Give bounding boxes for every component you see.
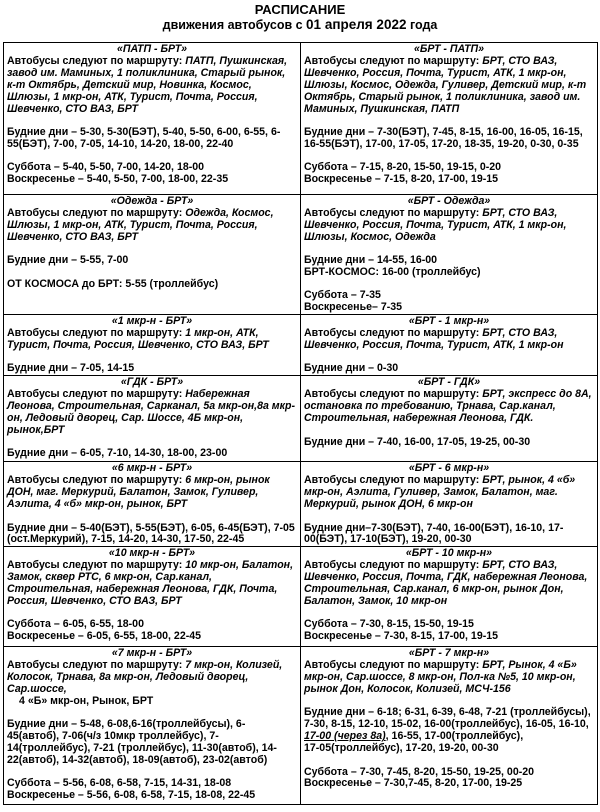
route-description — [304, 560, 594, 608]
route-cell-right — [301, 647, 598, 805]
route-stops: ПАТП, Пушкинская, завод им. Маминых, 1 поликлиника, Старый рынок, к-т Октябрь, Детский мир, Новинка, Космос, Шлюзы, 1 мкр-он, АТК, Турист, Почта, Россия, Шевченко, СТО ВАЗ, БРТ — [7, 54, 288, 115]
route-cell-left — [4, 462, 301, 547]
route-title: «10 мкр-н - БРТ» — [108, 547, 196, 560]
schedule-row — [4, 315, 598, 376]
schedule-row — [4, 195, 598, 315]
spacer — [304, 755, 594, 767]
route-prefix: Автобусы следуют по маршруту: — [7, 474, 186, 487]
schedule-line: Суббота – 7-15, 8-20, 15-50, 19-15, 0-20 — [304, 161, 502, 174]
route-stops: БРТ, СТО ВАЗ, Шевченко, Россия, Почта, ГДК, набережная Леонова, Строительная, Сар.канал, 6 мкр-он, рынок Дон, Балатон, Замок, 10 мкр-он — [304, 559, 588, 607]
route-prefix: Автобусы следуют по маршруту: — [304, 327, 483, 340]
route-stops: БРТ, СТО ВАЗ, Шевченко, Россия, Почта, Турист, АТК, 1 мкр-он, Шлюзы, Космос, Одежда, Гуливер, Детский мир, к-т Октябрь, Старый рынок, 1 поликлиника, завод им. Маминых, Пушкинская, ПАТП — [304, 54, 587, 115]
route-prefix: Автобусы следуют по маршруту: — [304, 474, 483, 487]
route-description — [304, 208, 594, 244]
route-cell-right — [301, 315, 598, 376]
route-stops: БРТ, экспресс до 8А, остановка по требованию, Трнава, Сар.канал, Строительная, набережная Леонова, ГДК. — [304, 388, 592, 425]
route-prefix: Автобусы следуют по маршруту: — [7, 206, 186, 219]
route-title: «БРТ - ПАТП» — [413, 43, 485, 55]
route-stops: БРТ, СТО ВАЗ, Шевченко, Россия, Почта, Турист, АТК, 1 мкр-он — [304, 327, 564, 352]
route-title: «БРТ - ГДК» — [417, 376, 481, 389]
schedule-line: ОТ КОСМОСА до БРТ: 5-55 (троллейбус) — [7, 277, 219, 290]
route-stops-tail: 4 «Б» мкр-он, Рынок, БРТ — [19, 694, 154, 707]
route-cell-right — [301, 195, 598, 315]
route-prefix: Автобусы следуют по маршруту: — [304, 54, 483, 67]
route-title: «ПАТП - БРТ» — [116, 43, 188, 55]
route-prefix: Автобусы следуют по маршруту: — [7, 54, 186, 67]
route-stops: Набережная Леонова, Строительная, Сарканал, 5а мкр-он,8а мкр-он, Ледовый дворец, Сар. Шоссе, 4Б мкр-он, рынок,БРТ — [7, 388, 295, 436]
schedule-line: Суббота – 7-35 — [304, 289, 381, 302]
route-description — [7, 328, 297, 352]
schedule-line: Будние дни – 5-40(БЭТ), 5-55(БЭТ), 6-05, 6-45(БЭТ), 7-05 (ост.Меркурий), 7-15, 14-20, 14-30, 17-50, 22-45 — [7, 521, 295, 546]
schedule-line: БРТ-КОСМОС: 16-00 (троллейбус) — [304, 266, 481, 279]
route-prefix: Автобусы следуют по маршруту: — [304, 559, 483, 572]
schedule-line-tail: , 16-55, 17-00(троллейбус), — [385, 730, 524, 743]
subtitle-prefix: движения автобусов с — [162, 18, 307, 32]
schedule-title: РАСПИСАНИЕ — [254, 2, 346, 17]
schedule-line-combined — [304, 719, 594, 743]
schedule-line: Суббота – 7-30, 8-15, 15-50, 19-15 — [304, 618, 474, 631]
route-cell-left — [4, 547, 301, 647]
route-prefix: Автобусы следуют по маршруту: — [7, 559, 186, 572]
route-stops: 1 мкр-он, АТК, Турист, Почта, Россия, Шевченко, СТО ВАЗ, БРТ — [7, 327, 269, 352]
route-stops: 10 мкр-он, Балатон, Замок, сквер РТС, 6 мкр-он, Сар.канал, Строительная, набережная Леонова, ГДК, Почта, Россия, Шевченко, СТО ВАЗ, БРТ — [7, 559, 294, 607]
schedule-row — [4, 43, 598, 195]
schedule-line: Будние дни – 5-30, 5-30(БЭТ), 5-40, 5-50, 6-00, 6-55, 6-55(БЭТ), 7-00, 7-05, 14-10, 14-20, 18-00, 22-40 — [7, 125, 281, 150]
route-title: «БРТ - 1 мкр-н» — [408, 315, 490, 328]
route-description — [304, 475, 594, 511]
schedule-line: Будние дни – 7-40, 16-00, 17-05, 19-25, 00-30 — [304, 435, 531, 448]
route-description — [7, 475, 297, 511]
route-cell-right — [301, 462, 598, 547]
subtitle-suffix: года — [406, 18, 438, 32]
spacer — [304, 511, 594, 523]
schedule-line: Суббота – 6-05, 6-55, 18-00 — [7, 618, 144, 631]
route-cell-right — [301, 376, 598, 462]
schedule-line: Будние дни – 5-55, 7-00 — [7, 254, 129, 267]
route-cell-left — [4, 43, 301, 195]
route-prefix: Автобусы следуют по маршруту: — [304, 388, 483, 401]
route-stops: 6 мкр-он, рынок ДОН, маг. Меркурий, Балатон, Замок, Гуливер, Аэлита, 4 «б» мкр-он, рынок, БРТ — [7, 474, 270, 511]
schedule-line: Воскресенье – 7-15, 8-20, 17-00, 19-15 — [304, 173, 499, 186]
route-title: «1 мкр-н - БРТ» — [111, 315, 193, 328]
schedule-line: Будние дни – 6-18; 6-31, 6-39, 6-48, 7-21 (троллейбусы), — [304, 706, 591, 719]
schedule-row — [4, 376, 598, 462]
schedule-line: Будние дни – 7-30(БЭТ), 7-45, 8-15, 16-00, 16-05, 16-15, 16-55(БЭТ), 17-00, 17-05, 17-20, 18-35, 19-20, 0-30, 0-35 — [304, 125, 583, 150]
schedule-line: Будние дни – 7-05, 14-15 — [7, 362, 135, 375]
schedule-line: Воскресенье – 5-56, 6-08, 6-58, 7-15, 18-08, 22-45 — [7, 789, 256, 802]
schedule-line: Суббота – 5-56, 6-08, 6-58, 7-15, 14-31, 18-08 — [7, 777, 232, 790]
route-title: «БРТ - 7 мкр-н» — [408, 647, 490, 660]
route-prefix: Автобусы следуют по маршруту: — [304, 206, 483, 219]
route-stops: БРТ, СТО ВАЗ, Шевченко, Россия, Почта, Турист, АТК, 1 мкр-он, Шлюзы, Космос, Одежда — [304, 206, 567, 243]
route-title: «БРТ - 6 мкр-н» — [408, 462, 490, 475]
schedule-row — [4, 647, 598, 805]
route-description — [7, 208, 297, 244]
route-description — [7, 56, 297, 116]
schedule-row — [4, 547, 598, 647]
route-cell-right — [301, 547, 598, 647]
schedule-line: Будние дни – 0-30 — [304, 362, 399, 375]
schedule-line: 7-30, 8-15, 12-10, 15-02, 16-00(троллейбус), 16-05, 16-10, — [304, 718, 589, 731]
route-description — [304, 328, 594, 352]
schedule-line: Суббота – 5-40, 5-50, 7-00, 14-20, 18-00 — [7, 161, 205, 174]
schedule-line: Воскресенье– 7-35 — [304, 301, 403, 314]
route-title: «БРТ - Одежда» — [407, 195, 491, 207]
schedule-line: Воскресенье – 7-30,7-45, 8-20, 17-00, 19-25 — [304, 777, 523, 790]
route-title: «7 мкр-н - БРТ» — [111, 647, 193, 660]
schedule-line: Суббота – 7-30, 7-45, 8-20, 15-50, 19-25, 00-20 — [304, 765, 535, 778]
highlighted-time: 17-00 (через 8а) — [304, 730, 386, 743]
route-prefix: Автобусы следуют по маршруту: — [7, 388, 186, 401]
route-description — [304, 389, 594, 425]
route-prefix: Автобусы следуют по маршруту: — [7, 659, 186, 672]
route-prefix: Автобусы следуют по маршруту: — [7, 327, 186, 340]
route-description — [304, 56, 594, 116]
route-stops: БРТ, Рынок, 4 «Б» мкр-он, Сар.шоссе, 8 мкр-он, Пол-ка №5, 10 мкр-он, рынок Дон, Колосок, Колизей, МСЧ-156 — [304, 659, 577, 696]
route-cell-right — [301, 43, 598, 195]
route-prefix: Автобусы следуют по маршруту: — [304, 659, 483, 672]
route-description — [304, 660, 594, 696]
schedule-header — [0, 0, 600, 33]
spacer — [304, 425, 594, 437]
schedule-line: Воскресенье – 6-05, 6-55, 18-00, 22-45 — [7, 630, 202, 643]
schedule-line: Воскресенье – 5-40, 5-50, 7-00, 18-00, 22-35 — [7, 173, 229, 186]
route-stops: 7 мкр-он, Колизей, Колосок, Трнава, 8а мкр-он, Ледовый дворец, Сар.шоссе, — [7, 659, 283, 696]
subtitle-date: 01 апреля 2022 — [306, 17, 407, 32]
schedule-subtitle — [0, 17, 600, 33]
schedule-line: Будние дни – 5-48, 6-08,6-16(троллейбусы), 6-45(автоб), 7-06(ч/з 10мкр троллейбус), 7-14(троллейбус), 7-21 (троллейбус), 11-30(автоб), 14-22(автоб), 14-32(автоб), 18-09(автоб), 23-02(автоб) — [7, 718, 277, 767]
schedule-line: Будние дни – 6-05, 7-10, 14-30, 18-00, 23-00 — [7, 447, 228, 460]
schedule-line: Будние дни–7-30(БЭТ), 7-40, 16-00(БЭТ), 16-10, 17-00(БЭТ), 17-10(БЭТ), 19-20, 00-30 — [304, 521, 564, 546]
route-cell-left — [4, 376, 301, 462]
route-description — [7, 660, 297, 696]
route-cell-left — [4, 315, 301, 376]
route-title: «БРТ - 10 мкр-н» — [405, 547, 493, 560]
schedule-line: Воскресенье – 7-30, 8-15, 17-00, 19-15 — [304, 630, 499, 643]
route-title: «ГДК - БРТ» — [120, 376, 184, 389]
route-description — [7, 389, 297, 437]
route-stops: БРТ, рынок, 4 «б» мкр-он, Аэлита, Гуливер, Замок, Балатон, маг. Меркурий, рынок ДОН, 6 мкр-он — [304, 474, 576, 511]
schedule-line: 17-05(троллейбус), 17-20, 19-20, 00-30 — [304, 742, 499, 755]
route-title: «Одежда - БРТ» — [110, 195, 194, 207]
route-title: «6 мкр-н - БРТ» — [111, 462, 193, 475]
spacer — [7, 267, 297, 279]
route-cell-left — [4, 195, 301, 315]
route-description — [7, 560, 297, 608]
schedule-table — [3, 42, 598, 805]
route-cell-left — [4, 647, 301, 805]
schedule-row — [4, 462, 598, 547]
spacer — [7, 511, 297, 523]
route-stops: Одежда, Космос, Шлюзы, 1 мкр-он, АТК, Турист, Почта, Россия, Шевченко, СТО ВАЗ, БРТ — [7, 206, 274, 243]
schedule-line: Будние дни – 14-55, 16-00 — [304, 254, 438, 267]
